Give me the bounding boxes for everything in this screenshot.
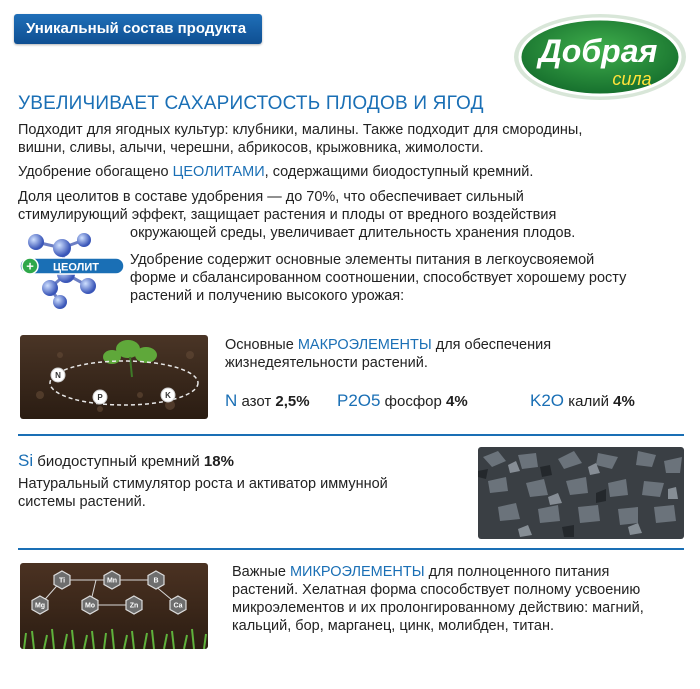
intro-p1: Подходит для ягодных культур: клубники, малины. Также подходит для смородины, вишни, сливы, алычи, черешни, абрикосов, крыжовника, жимолости.: [18, 122, 583, 156]
header-tab: [14, 14, 262, 44]
brand-logo: [512, 12, 688, 102]
headline: УВЕЛИЧИВАЕТ САХАРИСТОСТЬ ПЛОДОВ И ЯГОД: [18, 93, 484, 114]
intro-p4: Удобрение содержит основные элементы питания в легкоусвояемой форме и сбалансированном соотношении, способствует хорошему росту растений и получению высокого урожая:: [130, 252, 627, 304]
intro-p3: Доля цеолитов в составе удобрения — до 70%, что обеспечивает сильный стимулирующий эффект, защищает растения и плоды от вредного воздействия: [18, 189, 557, 223]
micro-highlight: МИКРОЭЛЕМЕНТЫ: [289, 564, 425, 580]
image-label-b: B: [153, 577, 159, 585]
svg-text:+: +: [26, 258, 34, 274]
header-tab-label: Уникальный состав продукта: [26, 20, 247, 37]
soil-seedling-image: [20, 335, 208, 419]
image-label-ti: Ti: [58, 577, 66, 585]
section-divider-2: [18, 548, 684, 550]
silicon-description: Натуральный стимулятор роста и активатор иммунной системы растений.: [18, 476, 388, 510]
zeolite-gravel-image: [478, 447, 684, 539]
zeolite-highlight: ЦЕОЛИТАМИ: [172, 164, 265, 180]
image-label-zn: Zn: [129, 602, 139, 610]
logo-line2: сила: [612, 69, 652, 89]
nutrient-n: N азот 2,5%: [225, 391, 310, 410]
macro-highlight: МАКРОЭЛЕМЕНТЫ: [297, 337, 432, 353]
nutrient-p2o5: P2O5 фосфор 4%: [337, 391, 468, 410]
nutrient-k2o: K2O калий 4%: [530, 391, 635, 410]
image-label-k: K: [165, 391, 171, 400]
micronutrient-soil-image: [20, 563, 208, 649]
intro-p3-line3: окружающей среды, увеличивает длительность хранения плодов.: [130, 225, 576, 241]
image-label-mn: Mn: [106, 577, 118, 585]
zeolite-molecule-icon: [14, 230, 124, 310]
image-label-p: P: [97, 393, 103, 402]
image-label-n: N: [55, 371, 61, 380]
image-label-ca: Ca: [173, 602, 183, 610]
section-divider: [18, 434, 684, 436]
micro-description: Важные МИКРОЭЛЕМЕНТЫ для полноценного питания растений. Хелатная форма способствует полному усвоению микроэлементов и их пролонгированному действию: магний, кальций, бор, марганец, цинк, молибден, титан.: [232, 564, 644, 634]
image-label-mo: Mo: [84, 602, 96, 610]
silicon-heading: Si биодоступный кремний 18%: [18, 451, 234, 470]
macro-description: Основные МАКРОЭЛЕМЕНТЫ для обеспечения жизнедеятельности растений.: [225, 337, 552, 371]
intro-p2: Удобрение обогащено ЦЕОЛИТАМИ, содержащими биодоступный кремний.: [18, 164, 534, 180]
logo-line1: Добрая: [538, 33, 658, 69]
zeolite-badge-label: ЦЕОЛИТ: [53, 261, 99, 274]
image-label-mg: Mg: [34, 602, 46, 610]
